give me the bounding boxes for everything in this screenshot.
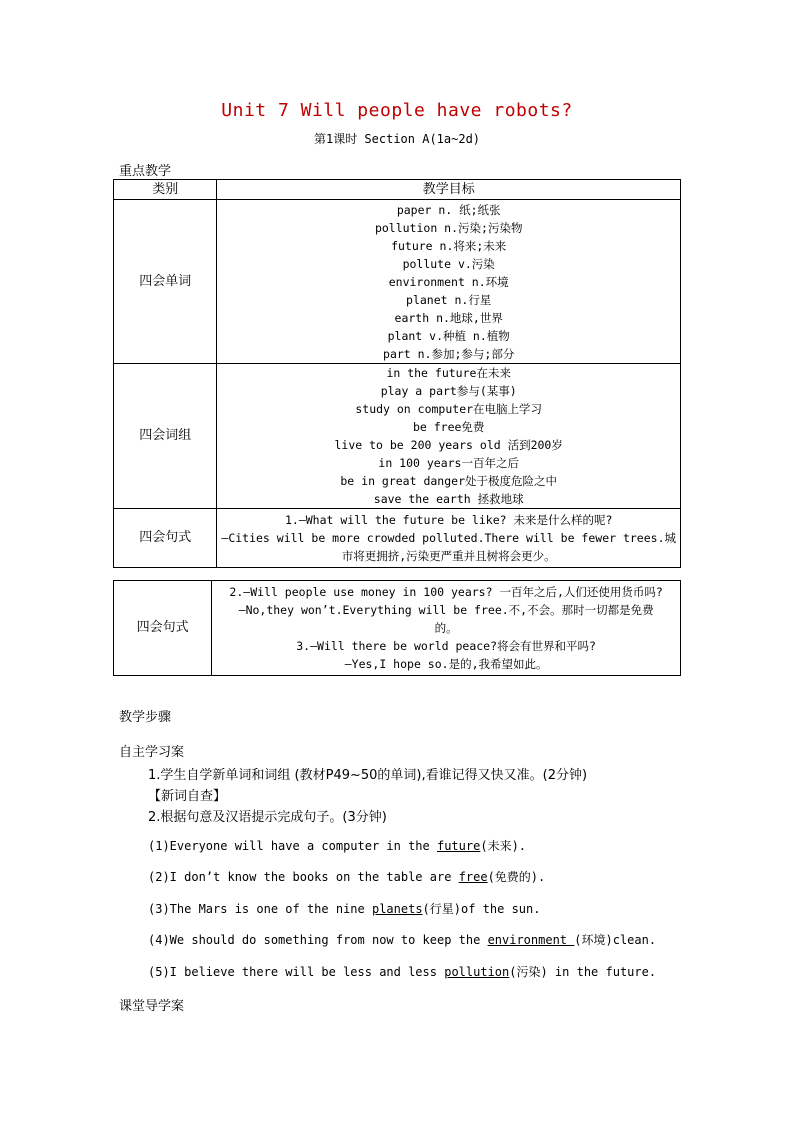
list-item: future n.将来;未来 [391,238,507,253]
self-study-heading: 自主学习案 [119,745,185,760]
exercise-text: (4)We should do something from now to keep the [148,933,488,947]
answer-blank: environment [487,933,575,947]
category-phrases: 四会词组 [114,364,217,509]
list-item: part n.参加;参与;部分 [383,346,515,361]
exercise-5 [148,963,656,980]
list-item: study on computer在电脑上学习 [355,402,543,416]
list-item: earth n.地球,世界 [394,310,503,325]
list-item: pollute v.污染 [402,256,495,271]
exercise-hint: (行星)of the sun. [422,902,541,916]
steps-heading: 教学步骤 [119,710,172,725]
classroom-heading: 课堂导学案 [119,999,185,1014]
new-words-check: 【新词自查】 [148,789,227,804]
exercise-hint: (环境)clean. [574,933,657,947]
category-words: 四会单词 [114,200,217,364]
list-item: be in great danger处于极度危险之中 [340,474,557,488]
exercise-hint: (免费的). [487,870,546,884]
exercise-text: (3)The Mars is one of the nine [148,902,372,916]
sentences-cell [217,509,681,568]
objectives-table [113,179,681,568]
list-item: 2.—Will people use money in 100 years? 一百年之后,人们还使用货币吗? [229,585,663,599]
list-item: planet n.行星 [406,292,492,307]
exercise-3 [148,900,540,917]
exercise-2 [148,868,545,885]
answer-blank: future [436,839,481,853]
answer-blank: pollution [444,965,510,979]
task-1 [148,764,587,783]
list-item: —Cities will be more crowded polluted.There will be fewer trees.城 [221,531,676,545]
exercise-text: (2)I don’t know the books on the table are [148,870,459,884]
category-sentences: 四会句式 [114,509,217,568]
list-item: pollution n.污染;污染物 [374,220,523,235]
exercise-text: (5)I believe there will be less and less [148,965,445,979]
column-header-category: 类别 [114,180,217,200]
list-item: —Yes,I hope so.是的,我希望如此。 [344,657,548,671]
focus-heading: 重点教学 [119,164,172,179]
phrases-cell [217,364,681,509]
task-2 [148,806,387,825]
list-item: in 100 years一百年之后 [378,456,519,470]
list-item: 市将更拥挤,污染更严重并且树将会更少。 [341,549,556,563]
list-item: in the future在未来 [386,366,511,380]
list-item: 1.—What will the future be like? 未来是什么样的呢? [284,513,613,527]
exercise-4 [148,931,656,948]
list-item: 的。 [434,621,458,635]
sentences-cell-2 [212,581,681,676]
list-item: —No,they won’t.Everything will be free.不,不会。那时一切都是免费 [238,603,654,617]
words-cell [217,200,681,364]
list-item: paper n. 纸;纸张 [396,202,501,217]
page-title: Unit 7 Will people have robots? [221,100,573,121]
exercise-1 [148,837,526,854]
answer-blank: free [458,870,488,884]
column-header-objective: 教学目标 [217,180,681,200]
task-2-text: 2.根据句意及汉语提示完成句子。(3分钟) [148,810,387,825]
exercise-hint: (未来). [480,839,527,853]
exercise-text: (1)Everyone will have a computer in the [148,839,437,853]
category-sentences-2: 四会句式 [114,581,212,676]
sentences-table [113,580,681,676]
exercise-hint: (污染) in the future. [509,965,657,979]
lesson-subtitle: 第1课时 Section A(1a~2d) [313,132,481,146]
list-item: 3.—Will there be world peace?将会有世界和平吗? [296,639,596,653]
list-item: live to be 200 years old 活到200岁 [334,438,563,452]
list-item: save the earth 拯救地球 [373,492,524,506]
list-item: be free免费 [412,420,485,434]
list-item: play a part参与(某事) [380,384,517,398]
task-1-text: 1.学生自学新单词和词组 (教材P49~50的单词),看谁记得又快又准。(2分钟) [148,768,588,783]
list-item: plant v.种植 n.植物 [387,328,510,343]
answer-blank: planets [371,902,423,916]
list-item: environment n.环境 [388,274,509,289]
